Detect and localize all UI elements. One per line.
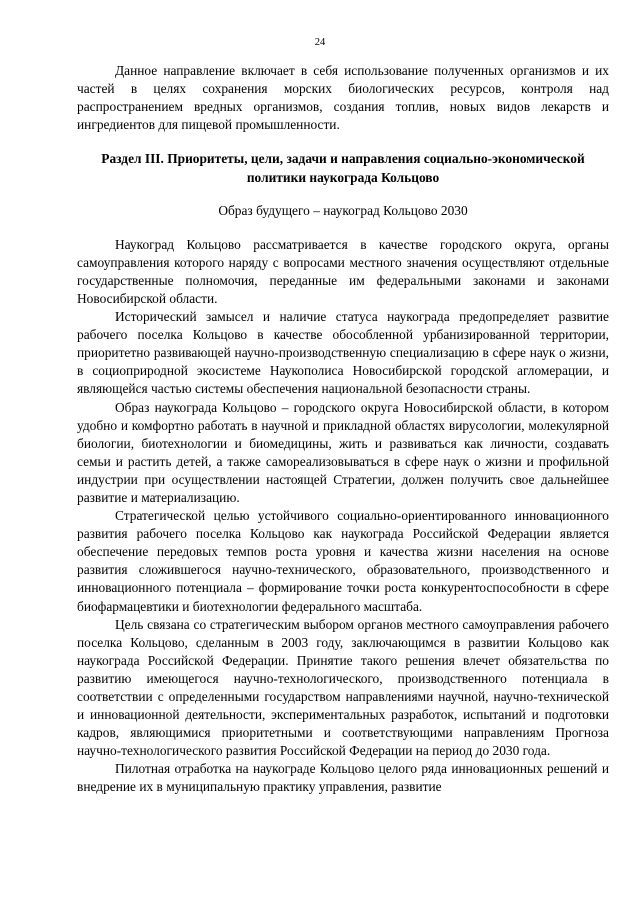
body-paragraph: Наукоград Кольцово рассматривается в качестве городского округа, органы самоуправления которого наряду с вопросами местного значения осуществляют отдельные государственные полномочия, переданные им федеральными законами и законами Новосибирской области. [77,236,609,306]
body-paragraph: Цель связана со стратегическим выбором органов местного самоуправления рабочего поселка Кольцово, сделанным в 2003 году, заключающимся в развитии Кольцово как наукограда Российской Федерации. Принятие такого решения влечет обязательства по развитию имеющегося научно-технологического, производственного потенциала в соответствии с определенными государством направлениями научной, научно-технической и инновационной деятельности, экспериментальных разработок, испытаний и подготовки кадров, являющимися приоритетными и соответствующими направлениям Прогноза научно-технологического развития Российской Федерации на период до 2030 года. [77,616,609,759]
body-paragraph: Образ наукограда Кольцово – городского округа Новосибирской области, в котором удобно и комфортно работать в научной и прикладной областях вирусологии, молекулярной биологии, биотехнологии и биомедицины, жить и развиваться как личности, создавать семьи и растить детей, а также самореализовываться в сфере наук о жизни и профильной индустрии при осуществлении настоящей Стратегии, должен получить свое дальнейшее развитие и материализацию. [77,399,609,505]
body-paragraph: Стратегической целью устойчивого социально-ориентированного инновационного развития рабочего поселка Кольцово как наукограда Российской Федерации является обеспечение передовых темпов роста уровня и качества жизни населения на основе развития сложившегося научно-технического, образовательного, производственного и инновационного потенциала – формирование точки роста конкурентоспособности в сфере биофармацевтики и биотехнологии федерального масштаба. [77,508,609,614]
intro-paragraph: Данное направление включает в себя использование полученных организмов и их частей в целях сохранения морских биологических ресурсов, контроля над распространением вредных организмов, создания топлив, новых видов лекарств и ингредиентов для пищевой промышленности. [77,63,609,133]
subsection-title: Образ будущего – наукоград Кольцово 2030 [218,202,468,218]
body-paragraph: Пилотная отработка на наукограде Кольцово целого ряда инновационных решений и внедрение их в муниципальную практику управления, развитие [77,761,609,795]
document-body [77,62,609,797]
body-paragraph: Исторический замысел и наличие статуса наукограда предопределяет развитие рабочего поселка Кольцово в качестве обособленной урбанизированной территории, приоритетно развивающей научно-производственную специализацию в сфере наук о жизни, в социоприродной экосистеме Наукополиса Новосибирской городской агломерации, и являющейся частью системы обеспечения национальной безопасности страны. [77,309,609,397]
section-title: Раздел III. Приоритеты, цели, задачи и направления социально-экономической политики наукограда Кольцово [101,151,585,185]
page-number: 24 [314,37,326,48]
